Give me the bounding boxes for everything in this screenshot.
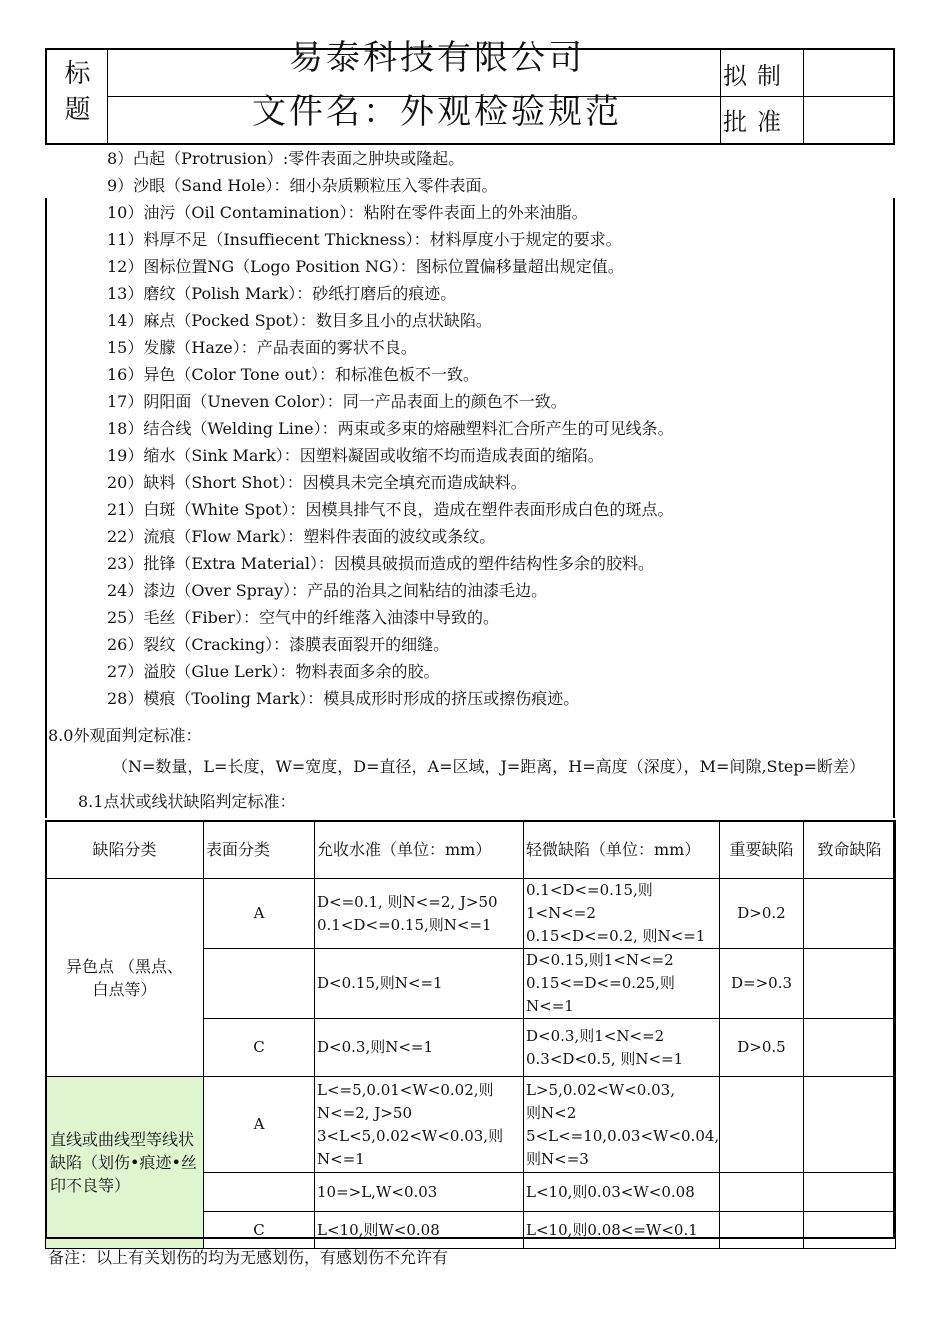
- defect-category: 异色点 （黑点、白点等）: [46, 879, 204, 1077]
- table-row: [46, 879, 896, 949]
- company-name: 易泰科技有限公司: [289, 38, 585, 78]
- drafted-label: 拟制: [723, 62, 791, 90]
- list-item: 17）阴阳面（Uneven Color）：同一产品表面上的颜色不一致。: [107, 392, 567, 411]
- column-header: 致命缺陷: [804, 821, 896, 879]
- list-item: 22）流痕（Flow Mark）：塑料件表面的波纹或条纹。: [107, 527, 496, 546]
- list-item: 27）溢胶（Glue Lerk）：物料表面多余的胶。: [107, 662, 440, 681]
- frame-right: [893, 198, 895, 818]
- table-row: [46, 1077, 896, 1173]
- accept-level: 10=>L,W<0.03: [315, 1173, 524, 1212]
- abbreviation-legend: （N=数量，L=长度，W=宽度，D=直径，A=区域，J=距离，H=高度（深度），M=间隙,Step=断差）: [112, 757, 866, 776]
- minor-defect: L<10,则0.08<=W<0.1: [524, 1212, 720, 1249]
- table-header-row: [46, 821, 896, 879]
- list-item: 9）沙眼（Sand Hole）：细小杂质颗粒压入零件表面。: [107, 176, 498, 195]
- list-item: 24）漆边（Over Spray）：产品的治具之间粘结的油漆毛边。: [107, 581, 548, 600]
- minor-defect: L>5,0.02<W<0.03, 则N<2 5<L<=10,0.03<W<0.04, 则N<=3: [524, 1077, 720, 1173]
- surface-class: C: [204, 1212, 315, 1249]
- critical-defect: [804, 1173, 896, 1212]
- document-header: [45, 38, 895, 145]
- critical-defect: [804, 1077, 896, 1173]
- major-defect: D>0.5: [720, 1019, 804, 1077]
- major-defect: [720, 1173, 804, 1212]
- list-item: 11）料厚不足（Insuffiecent Thickness）：材料厚度小于规定的要求。: [107, 230, 622, 249]
- surface-class: A: [204, 879, 315, 949]
- list-item: 10）油污（Oil Contamination）：粘附在零件表面上的外来油脂。: [107, 203, 588, 222]
- surface-class: A: [204, 1077, 315, 1173]
- definition-list: [107, 145, 674, 712]
- list-item: 21）白斑（White Spot）：因模具排气不良，造成在塑件表面形成白色的斑点。: [107, 500, 674, 519]
- accept-level: L<=5,0.01<W<0.02,则 N<=2, J>50 3<L<5,0.02<W<0.03,则 N<=1: [315, 1077, 524, 1173]
- major-defect: D>0.2: [720, 879, 804, 949]
- list-item: 25）毛丝（Fiber）：空气中的纤维落入油漆中导致的。: [107, 608, 499, 627]
- defect-category: 直线或曲线型等线状缺陷（划伤•痕迹•丝印不良等）: [46, 1077, 204, 1249]
- list-item: 19）缩水（Sink Mark）：因塑料凝固或收缩不均而造成表面的缩陷。: [107, 446, 604, 465]
- list-item: 16）异色（Color Tone out）：和标准色板不一致。: [107, 365, 480, 384]
- list-item: 28）模痕（Tooling Mark）：模具成形时形成的挤压或擦伤痕迹。: [107, 689, 580, 708]
- frame-left: [45, 198, 47, 818]
- column-header: 轻微缺陷（单位：mm）: [524, 821, 720, 879]
- minor-defect: D<0.15,则1<N<=2 0.15<=D<=0.25,则N<=1: [524, 949, 720, 1019]
- column-header: 表面分类: [204, 821, 315, 879]
- surface-class: [204, 949, 315, 1019]
- accept-level: D<0.3,则N<=1: [315, 1019, 524, 1077]
- list-item: 8）凸起（Protrusion）:零件表面之肿块或隆起。: [107, 149, 465, 168]
- column-header: 允收水准（单位：mm）: [315, 821, 524, 879]
- surface-class: C: [204, 1019, 315, 1077]
- critical-defect: [804, 1019, 896, 1077]
- column-header: 缺陷分类: [46, 821, 204, 879]
- footnote: 备注：以上有关划伤的均为无感划伤，有感划伤不允许有: [48, 1248, 449, 1267]
- column-header: 重要缺陷: [720, 821, 804, 879]
- minor-defect: L<10,则0.03<W<0.08: [524, 1173, 720, 1212]
- accept-level: D<0.15,则N<=1: [315, 949, 524, 1019]
- accept-level: L<10,则W<0.08: [315, 1212, 524, 1249]
- title-label: 标 题: [64, 59, 92, 125]
- list-item: 15）发朦（Haze）：产品表面的雾状不良。: [107, 338, 417, 357]
- list-item: 20）缺料（Short Shot）：因模具未完全填充而造成缺料。: [107, 473, 527, 492]
- major-defect: [720, 1077, 804, 1173]
- list-item: 26）裂纹（Cracking）：漆膜表面裂开的细缝。: [107, 635, 450, 654]
- list-item: 12）图标位置NG（Logo Position NG）：图标位置偏移量超出规定值。: [107, 257, 624, 276]
- major-defect: [720, 1212, 804, 1249]
- list-item: 13）磨纹（Polish Mark）：砂纸打磨后的痕迹。: [107, 284, 457, 303]
- accept-level: D<=0.1, 则N<=2, J>50 0.1<D<=0.15,则N<=1: [315, 879, 524, 949]
- surface-class: [204, 1173, 315, 1212]
- section-title: 8.0外观面判定标准：: [48, 726, 202, 745]
- list-item: 14）麻点（Pocked Spot）：数目多且小的点状缺陷。: [107, 311, 492, 330]
- critical-defect: [804, 879, 896, 949]
- approved-label: 批准: [723, 108, 791, 136]
- major-defect: D=>0.3: [720, 949, 804, 1019]
- document-title: 文件名：外观检验规范: [252, 92, 622, 132]
- critical-defect: [804, 1212, 896, 1249]
- defect-criteria-table: [45, 820, 896, 1249]
- minor-defect: 0.1<D<=0.15,则1<N<=2 0.15<D<=0.2, 则N<=1: [524, 879, 720, 949]
- minor-defect: D<0.3,则1<N<=2 0.3<D<0.5, 则N<=1: [524, 1019, 720, 1077]
- subsection-title: 8.1点状或线状缺陷判定标准：: [78, 792, 296, 811]
- critical-defect: [804, 949, 896, 1019]
- list-item: 23）批锋（Extra Material）：因模具破损而造成的塑件结构性多余的胶料。: [107, 554, 655, 573]
- list-item: 18）结合线（Welding Line）：两束或多束的熔融塑料汇合所产生的可见线条。: [107, 419, 674, 438]
